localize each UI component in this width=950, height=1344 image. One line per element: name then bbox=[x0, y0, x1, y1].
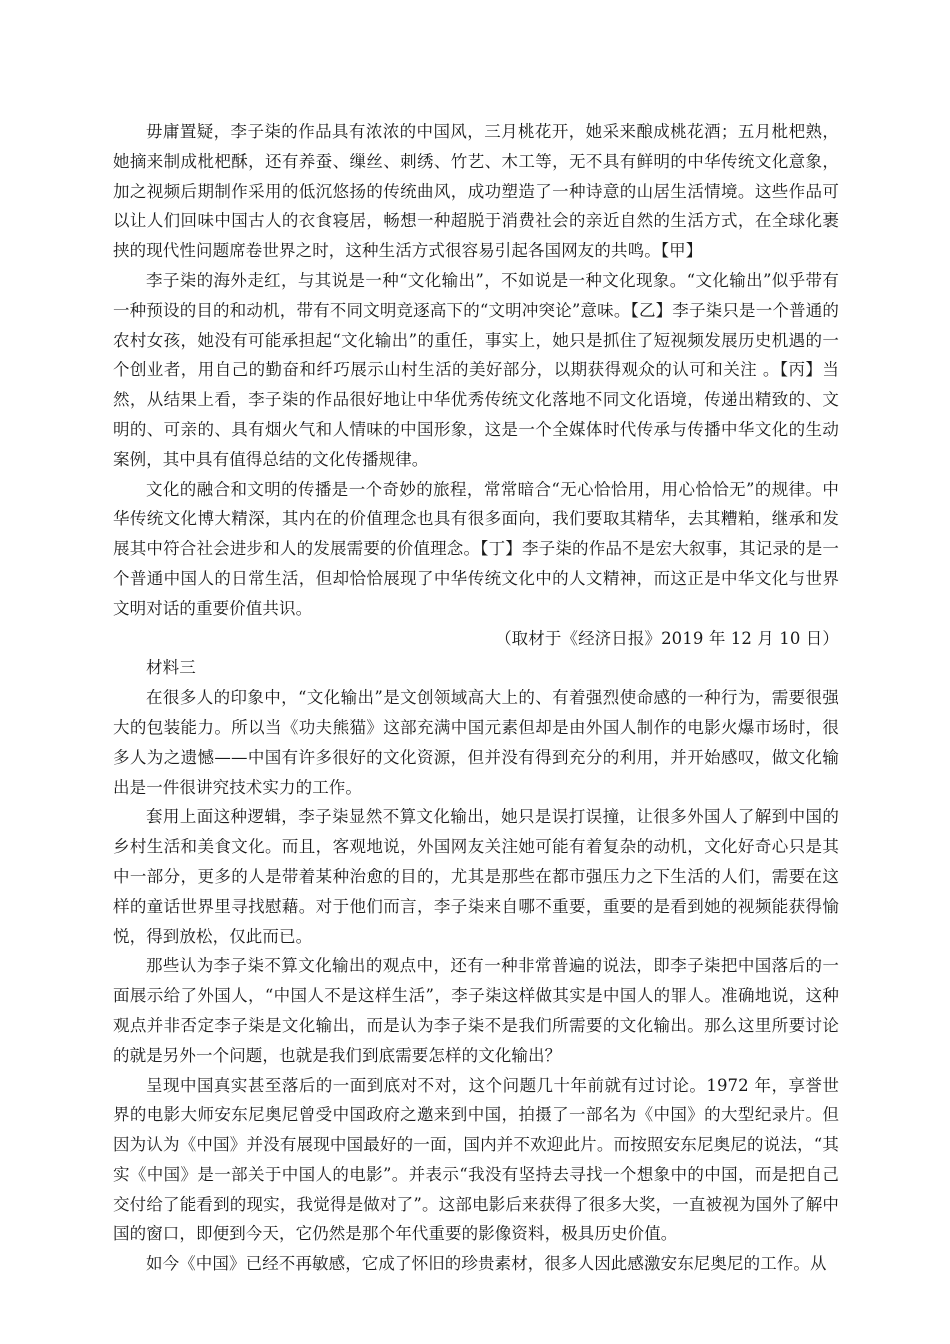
paragraph-jia: 毋庸置疑，李子柒的作品具有浓浓的中国风，三月桃花开，她采来酿成桃花酒；五月枇杷熟，她摘来制成枇杷酥，还有养蚕、缫丝、刺绣、竹艺、木工等，无不具有鲜明的中华传统文化意象，加之视频后期制作采用的低沉悠扬的传统曲风，成功塑造了一种诗意的山居生活情境。这些作品可以让人们回味中国古人的衣食寝居，畅想一种超脱于消费社会的亲近自然的生活方式，在全球化裹挟的现代性问题席卷世界之时，这种生活方式很容易引起各国网友的共鸣。【甲】 bbox=[113, 122, 839, 261]
material-three-heading: 材料三 bbox=[146, 658, 196, 678]
paragraph-ding: 文化的融合和文明的传播是一个奇妙的旅程，常常暗合“无心恰恰用，用心恰恰无”的规律。中华传统文化博大精深，其内在的价值理念也具有很多面向，我们要取其精华，去其糟粕，继承和发展其中符合社会进步和人的发展需要的价值理念。【丁】李子柒的作品不是宏大叙事，其记录的是一个普通中国人的日常生活，但却恰恰展现了中华传统文化中的人文精神，而这正是中华文化与世界文明对话的重要价值共识。 bbox=[113, 479, 839, 618]
material-three-paragraph-3: 那些认为李子柒不算文化输出的观点中，还有一种非常普遍的说法，即李子柒把中国落后的一面展示给了外国人，“中国人不是这样生活”，李子柒这样做其实是中国人的罪人。准确地说，这种观点并非否定李子柒是文化输出，而是认为李子柒不是我们所需要的文化输出。那么这里所要讨论的就是另外一个问题，也就是我们到底需要怎样的文化输出？ bbox=[113, 956, 839, 1065]
material-three-paragraph-1: 在很多人的印象中，“文化输出”是文创领域高大上的、有着强烈使命感的一种行为，需要很强大的包装能力。所以当《功夫熊猫》这部充满中国元素但却是由外国人制作的电影火爆市场时，很多人为之遗憾——中国有许多很好的文化资源，但并没有得到充分的利用，并开始感叹，做文化输出是一件很讲究技术实力的工作。 bbox=[113, 688, 839, 797]
paragraph-yi-bing: 李子柒的海外走红，与其说是一种“文化输出”，不如说是一种文化现象。“文化输出”似乎带有一种预设的目的和动机，带有不同文明竞逐高下的“文明冲突论”意味。【乙】李子柒只是一个普通的农村女孩，她没有可能承担起“文化输出”的重任，事实上，她只是抓住了短视频发展历史机遇的一个创业者，用自己的勤奋和纤巧展示山村生活的美好部分，以期获得观众的认可和关注 。【丙】当然，从结果上看，李子柒的作品很好地让中华优秀传统文化落地不同文化语境，传递出精致的、文明的、可亲的、具有烟火气和人情味的中国形象，这是一个全媒体时代传承与传播中华文化的生动案例，其中具有值得总结的文化传播规律。 bbox=[113, 270, 839, 469]
material-three-paragraph-5: 如今《中国》已经不再敏感，它成了怀旧的珍贵素材，很多人因此感激安东尼奥尼的工作。从 bbox=[146, 1254, 827, 1274]
article-body bbox=[113, 117, 839, 1279]
material-three-paragraph-4: 呈现中国真实甚至落后的一面到底对不对，这个问题几十年前就有过讨论。1972 年，享誉世界的电影大师安东尼奥尼曾受中国政府之邀来到中国，拍摄了一部名为《中国》的大型纪录片。但因为认为《中国》并没有展现中国最好的一面，国内并不欢迎此片。而按照安东尼奥尼的说法，“其实《中国》是一部关于中国人的电影”。并表示“我没有坚持去寻找一个想象中的中国，而是把自己交付给了能看到的现实，我觉得是做对了”。这部电影后来获得了很多大奖，一直被视为国外了解中国的窗口，即便到今天，它仍然是那个年代重要的影像资料，极具历史价值。 bbox=[113, 1075, 839, 1244]
material-three-paragraph-2: 套用上面这种逻辑，李子柒显然不算文化输出，她只是误打误撞，让很多外国人了解到中国的乡村生活和美食文化。而且，客观地说，外国网友关注她可能有着复杂的动机，文化好奇心只是其中一部分，更多的人是带着某种治愈的目的，尤其是那些在都市强压力之下生活的人们，需要在这样的童话世界里寻找慰藉。对于他们而言，李子柒来自哪不重要，重要的是看到她的视频能获得愉悦，得到放松，仅此而已。 bbox=[113, 807, 839, 946]
source-citation: （取材于《经济日报》2019 年 12 月 10 日） bbox=[495, 628, 839, 648]
